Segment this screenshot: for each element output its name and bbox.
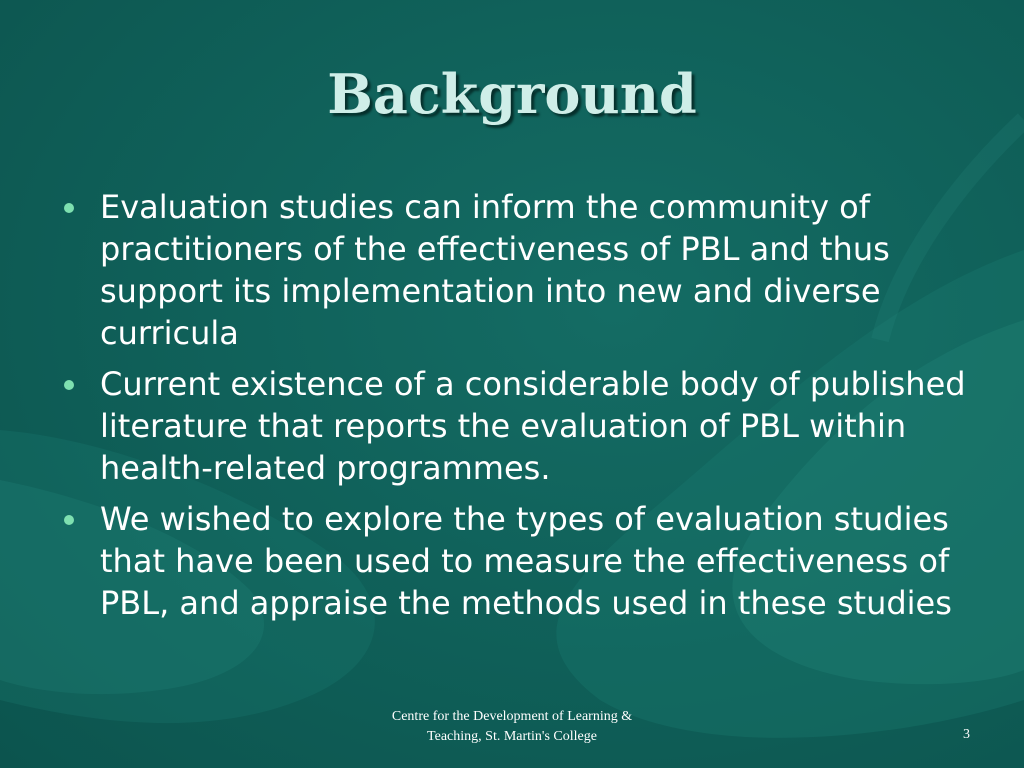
list-item: [58, 186, 988, 354]
slide-number: 3: [963, 727, 970, 742]
bullet-icon: [64, 380, 74, 390]
list-item: [58, 363, 988, 489]
footer-line: Teaching, St. Martin's College: [427, 729, 597, 744]
bullet-text: Evaluation studies can inform the community of practitioners of the effectiveness of PBL and thus support its implementation into new and diverse curricula: [100, 188, 890, 352]
bullet-text: We wished to explore the types of evaluation studies that have been used to measure the effectiveness of PBL, and appraise the methods used in these studies: [100, 500, 952, 622]
list-item: [58, 498, 988, 624]
footer-line: Centre for the Development of Learning &: [391, 709, 633, 724]
bullet-icon: [64, 203, 74, 213]
bullet-icon: [64, 515, 74, 525]
bullet-text: Current existence of a considerable body of published literature that reports the evaluation of PBL within health-related programmes.: [100, 365, 966, 487]
bullet-list: [58, 186, 988, 633]
slide-title: Background: [327, 62, 697, 126]
footer-text: [318, 707, 706, 747]
